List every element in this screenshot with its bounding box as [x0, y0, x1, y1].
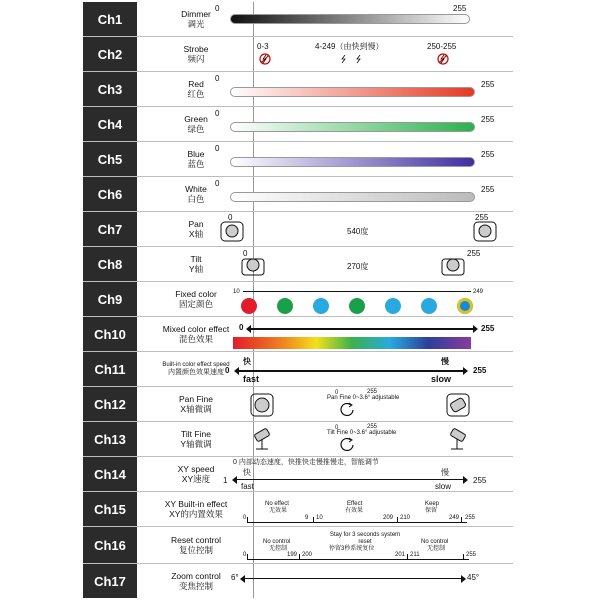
color-dot-blue: [457, 298, 473, 314]
boundary-1: 199: [287, 552, 298, 558]
row-ch17: [83, 564, 513, 598]
strobe-off-icon: [437, 53, 449, 65]
value-low: 0: [215, 74, 220, 83]
segment-1-label-cn: 无效果: [269, 508, 288, 514]
blue-gradient-bar: [230, 157, 475, 167]
name-en: Blue: [187, 149, 205, 159]
moving-head-icon: [473, 221, 497, 243]
channel-number: Ch17: [83, 564, 137, 598]
value-high: 255: [481, 150, 495, 159]
tick: [247, 517, 248, 522]
name-cn: 红色: [187, 89, 205, 99]
tick: [247, 554, 248, 559]
fine-start: 0: [335, 390, 339, 396]
row-ch3: [83, 72, 513, 107]
row-ch10: [83, 317, 513, 352]
channel-content: [233, 282, 513, 316]
value-low: 0: [243, 552, 247, 558]
channel-content: [255, 422, 513, 456]
channel-number: Ch2: [83, 37, 137, 71]
name-en: Dimmer: [181, 9, 211, 19]
range-1: 0-3: [257, 42, 269, 51]
moving-head-icon: [445, 392, 471, 418]
value-low: 0: [215, 179, 220, 188]
name-cn: 绿色: [187, 124, 205, 134]
channel-content: [225, 352, 513, 386]
value-high: 255: [466, 552, 477, 558]
rotate-icon: [339, 401, 355, 417]
channel-number: Ch15: [83, 492, 137, 526]
channel-content: [239, 317, 513, 351]
channel-number: Ch9: [83, 282, 137, 316]
boundary-5: 249: [449, 515, 460, 521]
channel-content: [255, 37, 513, 71]
name-en: Red: [188, 79, 204, 89]
segment-1-label-cn: 无控制: [269, 546, 288, 552]
name-en: Pan: [188, 219, 204, 229]
segment-1-label: No control: [263, 539, 291, 545]
fast-label: fast: [243, 374, 260, 384]
name-en: Strobe: [183, 44, 209, 54]
channel-name: [139, 247, 253, 281]
segment-line: [247, 559, 469, 560]
row-ch12: [83, 387, 513, 422]
tilt-range-degrees: 270度: [347, 262, 369, 271]
tick: [463, 554, 464, 559]
value-high: 255: [465, 515, 476, 521]
name-en: Mixed color effect: [162, 324, 230, 334]
channel-content: [243, 527, 513, 561]
color-dot-green: [277, 298, 293, 314]
speed-description: 0 内部动态速度，快推快走慢推慢走，智能调节: [233, 459, 379, 466]
boundary-2: 10: [316, 515, 323, 521]
segment-1-label: No effect: [265, 501, 289, 507]
tick: [461, 517, 462, 522]
segment-2-label-cn: 有效果: [345, 508, 364, 514]
segment-3-label: No control: [421, 539, 449, 545]
name-en: Zoom control: [171, 571, 221, 581]
name-en: XY speed: [177, 464, 215, 474]
range-3: 250-255: [427, 42, 457, 51]
tick: [313, 517, 314, 522]
mixed-color-bar: [233, 337, 471, 349]
color-dot-cyan: [421, 298, 437, 314]
value-high: 255: [475, 213, 489, 222]
value-high: 255: [481, 185, 495, 194]
channel-content: [231, 564, 513, 598]
row-ch16: [83, 527, 513, 564]
channel-number: Ch13: [83, 422, 137, 456]
row-ch15: [83, 492, 513, 527]
moving-head-icon: [220, 221, 244, 243]
divider: [253, 37, 254, 71]
channel-content: [215, 107, 513, 141]
channel-number: Ch12: [83, 387, 137, 421]
value-low: 0: [239, 323, 244, 332]
name-cn: 混色效果: [178, 334, 213, 344]
channel-content: [215, 142, 513, 176]
pan-range-degrees: 540度: [347, 227, 369, 236]
channel-name: [139, 37, 253, 71]
channel-content: [215, 2, 513, 36]
boundary-4: 210: [400, 515, 411, 521]
value-high: 249: [473, 289, 484, 295]
channel-number: Ch1: [83, 2, 137, 36]
channel-number: Ch10: [83, 317, 137, 351]
name-en: Tilt Fine: [181, 429, 211, 439]
channel-content: [223, 457, 513, 491]
value-high: 255: [473, 366, 487, 375]
name-cn: X轴: [188, 229, 204, 239]
name-en: White: [185, 184, 207, 194]
name-cn: 变焦控制: [178, 581, 213, 591]
channel-content: [255, 387, 513, 421]
value-low: 0: [225, 366, 230, 375]
segment-2-label-cn: 停留3秒系统复位: [329, 546, 375, 552]
row-ch2: [83, 37, 513, 72]
channel-number: Ch16: [83, 527, 137, 563]
channel-number: Ch3: [83, 72, 137, 106]
row-ch5: [83, 142, 513, 177]
row-ch11: [83, 352, 513, 387]
segment-line: [247, 522, 467, 523]
row-ch14: [83, 457, 513, 492]
boundary-4: 211: [410, 552, 420, 558]
moving-head-icon: [249, 392, 275, 418]
range-arrow: [245, 578, 461, 579]
value-high: 255: [481, 80, 495, 89]
name-cn: Y轴微调: [180, 439, 212, 449]
value-low: 0: [243, 249, 248, 258]
channel-number: Ch6: [83, 177, 137, 211]
name-cn: Y轴: [188, 264, 204, 274]
fast-label-cn: 快: [243, 357, 251, 366]
channel-content: [215, 177, 513, 211]
boundary-2: 200: [302, 552, 313, 558]
name-en: Green: [184, 114, 208, 124]
name-en: Reset control: [170, 535, 222, 545]
fine-note: Tilt Fine 0~3.6° adjustable: [327, 430, 397, 436]
segment-3-label-cn: 保留: [425, 508, 438, 514]
name-cn: 蓝色: [187, 159, 205, 169]
value-high: 255: [481, 324, 495, 333]
strobe-flash-icon: [341, 54, 371, 64]
name-en: Pan Fine: [178, 394, 214, 404]
tick: [397, 517, 398, 522]
red-gradient-bar: [230, 87, 475, 97]
channel-name: [139, 492, 253, 526]
rotate-icon: [339, 436, 355, 452]
segment-2-label: Stay for 3 seconds system reset: [329, 532, 401, 545]
channel-number: Ch5: [83, 142, 137, 176]
name-cn: XY速度: [181, 474, 211, 484]
fast-label: fast: [241, 482, 254, 491]
range-2: 4-249（由快到慢）: [315, 42, 384, 51]
fast-label-cn: 快: [243, 468, 251, 477]
fine-note: Pan Fine 0~3.6° adjustable: [327, 395, 400, 401]
strobe-off-icon: [259, 53, 271, 65]
slow-label: slow: [431, 374, 452, 384]
row-ch7: [83, 212, 513, 247]
channel-name: [139, 387, 253, 421]
divider: [253, 564, 254, 598]
dmx-channel-sheet: [83, 2, 513, 598]
slow-label: slow: [435, 482, 452, 491]
range-line: [243, 291, 471, 292]
boundary-3: 201: [395, 552, 406, 558]
value-low: 0: [215, 144, 220, 153]
slow-label-cn: 慢: [441, 468, 449, 477]
name-cn: 频闪: [187, 54, 205, 64]
moving-head-icon: [251, 427, 275, 453]
moving-head-icon: [445, 427, 469, 453]
tick: [407, 554, 408, 559]
value-high: 45°: [467, 573, 480, 582]
channel-number: Ch8: [83, 247, 137, 281]
row-ch4: [83, 107, 513, 142]
name-en: Fixed color: [175, 289, 217, 299]
divider: [253, 527, 254, 563]
fine-start: 0: [335, 425, 339, 431]
range-arrow: [251, 328, 473, 330]
dimmer-gradient-bar: [230, 14, 470, 24]
row-ch6: [83, 177, 513, 212]
channel-content: [243, 492, 513, 526]
value-low: 0: [215, 4, 220, 13]
name-en: XY Built-in effect: [164, 499, 228, 509]
color-dot-red: [241, 298, 257, 314]
boundary-3: 209: [383, 515, 394, 521]
name-en: Tilt: [190, 254, 202, 264]
value-high: 255: [453, 4, 467, 13]
channel-number: Ch14: [83, 457, 137, 491]
name-cn: 内置颜色效果速度: [168, 369, 224, 376]
channel-number: Ch7: [83, 212, 137, 246]
range-arrow: [239, 370, 463, 372]
channel-name: [139, 527, 253, 563]
value-high: 255: [473, 476, 487, 485]
color-dot-cyan: [313, 298, 329, 314]
tick: [299, 554, 300, 559]
color-dot-cyan: [385, 298, 401, 314]
moving-head-icon: [241, 255, 265, 277]
row-ch1: [83, 2, 513, 37]
value-low: 0: [215, 109, 220, 118]
slow-label-cn: 慢: [441, 357, 449, 366]
name-cn: XY的内置效果: [169, 509, 223, 519]
row-ch9: [83, 282, 513, 317]
channel-content: [215, 72, 513, 106]
channel-content: [243, 247, 513, 281]
value-high: 255: [481, 115, 495, 124]
channel-name: [139, 422, 253, 456]
divider: [253, 212, 254, 246]
channel-number: Ch4: [83, 107, 137, 141]
range-arrow: [237, 479, 463, 480]
value-low: 0: [228, 213, 233, 222]
divider: [253, 492, 254, 526]
boundary-1: 9: [305, 515, 309, 521]
name-en: Built-in color effect speed: [162, 362, 230, 368]
row-ch8: [83, 247, 513, 282]
value-low: 10: [233, 289, 240, 295]
fine-end: 255: [367, 424, 378, 430]
value-high: 255: [467, 249, 481, 258]
segment-3-label-cn: 无控制: [427, 546, 446, 552]
value-low: 0: [243, 515, 247, 521]
color-dot-green: [349, 298, 365, 314]
value-low: 1: [223, 476, 228, 485]
name-cn: 复位控制: [178, 545, 213, 555]
value-low: 6°: [231, 573, 239, 582]
channel-content: [228, 212, 513, 246]
name-cn: 固定颜色: [178, 299, 213, 309]
fine-end: 255: [367, 389, 378, 395]
name-cn: X轴微调: [180, 404, 212, 414]
name-cn: 白色: [187, 194, 205, 204]
segment-3-label: Keep: [425, 501, 440, 507]
segment-2-label: Effect: [347, 501, 363, 507]
green-gradient-bar: [230, 122, 475, 132]
row-ch13: [83, 422, 513, 457]
name-cn: 调光: [187, 19, 205, 29]
white-gradient-bar: [230, 192, 475, 202]
moving-head-icon: [441, 255, 465, 277]
channel-number: Ch11: [83, 352, 137, 386]
